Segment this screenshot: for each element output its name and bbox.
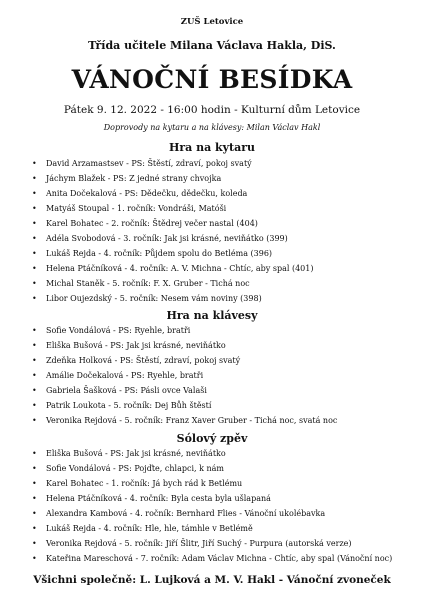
- list-item: • Eliška Bušová - PS: Jak jsi krásné, neviňátko: [32, 338, 402, 353]
- list-item: • Karel Bohatec - 2. ročník: Štědrej večer nastal (404): [32, 216, 402, 231]
- teacher-line: Třída učitele Milana Václava Hakla, DiS.: [88, 39, 336, 52]
- list-item: • Eliška Bušová - PS: Jak jsi krásné, neviňátko: [32, 446, 402, 461]
- program-list: [22, 446, 402, 566]
- list-item: • Matyáš Stoupal - 1. ročník: Vondráši, Matóši: [32, 201, 402, 216]
- list-item: • Lukáš Rejda - 4. ročník: Půjdem spolu do Betléma (396): [32, 246, 402, 261]
- section-guitar: [22, 141, 402, 306]
- finale-line: Všichni společně: L. Lujková a M. V. Hakl - Vánoční zvoneček: [33, 574, 391, 586]
- list-item: • Anita Dočekalová - PS: Dědečku, dědečku, koleda: [32, 186, 402, 201]
- section-solo-singing: [22, 432, 402, 566]
- program-list: [22, 156, 402, 306]
- list-item: • Veronika Rejdová - 5. ročník: Franz Xaver Gruber - Tichá noc, svatá noc: [32, 413, 402, 428]
- list-item: • Adéla Svobodová - 3. ročník: Jak jsi krásné, neviňátko (399): [32, 231, 402, 246]
- school-name: ZUŠ Letovice: [180, 17, 244, 27]
- list-item: • Sofie Vondálová - PS: Ryehle, bratři: [32, 323, 402, 338]
- event-details: Pátek 9. 12. 2022 - 16:00 hodin - Kulturní dům Letovice: [63, 104, 361, 116]
- section-title: Hra na klávesy: [166, 309, 258, 322]
- list-item: • Karel Bohatec - 1. ročník: Já bych rád k Betlému: [32, 476, 402, 491]
- accompaniment-note: Doprovody na kytaru a na klávesy: Milan Václav Hakl: [103, 123, 321, 132]
- list-item: • Libor Oujezdský - 5. ročník: Nesem vám noviny (398): [32, 291, 402, 306]
- list-item: • Patrik Loukota - 5. ročník: Dej Bůh štěstí: [32, 398, 402, 413]
- list-item: • Zdeňka Holková - PS: Štěstí, zdraví, pokoj svatý: [32, 353, 402, 368]
- list-item: • Michal Staněk - 5. ročník: F. X. Gruber - Tichá noc: [32, 276, 402, 291]
- list-item: • Alexandra Kambová - 4. ročník: Bernhard Flies - Vánoční ukolébavka: [32, 506, 402, 521]
- list-item: • Helena Ptáčníková - 4. ročník: A. V. Michna - Chtíc, aby spal (401): [32, 261, 402, 276]
- page-title: VÁNOČNÍ BESÍDKA: [71, 65, 353, 94]
- program-list: [22, 323, 402, 428]
- list-item: • Sofie Vondálová - PS: Pojďte, chlapci, k nám: [32, 461, 402, 476]
- list-item: • Helena Ptáčníková - 4. ročník: Byla cesta byla ušlapaná: [32, 491, 402, 506]
- list-item: • Amálie Dočekalová - PS: Ryehle, bratři: [32, 368, 402, 383]
- list-item: • Kateřina Mareschová - 7. ročník: Adam Václav Michna - Chtíc, aby spal (Vánoční noc): [32, 551, 402, 566]
- section-keyboard: [22, 309, 402, 428]
- list-item: • Gabriela Šašková - PS: Pásli ovce Valaši: [32, 383, 402, 398]
- section-title: Hra na kytaru: [168, 141, 256, 154]
- list-item: • Lukáš Rejda - 4. ročník: Hle, hle, támhle v Betlémě: [32, 521, 402, 536]
- section-title: Sólový zpěv: [176, 432, 248, 445]
- list-item: • Jáchym Blažek - PS: Z jedné strany chvojka: [32, 171, 402, 186]
- list-item: • Veronika Rejdová - 5. ročník: Jiří Šlitr, Jiří Suchý - Purpura (autorská verze): [32, 536, 402, 551]
- list-item: • David Arzamastsev - PS: Štěstí, zdraví, pokoj svatý: [32, 156, 402, 171]
